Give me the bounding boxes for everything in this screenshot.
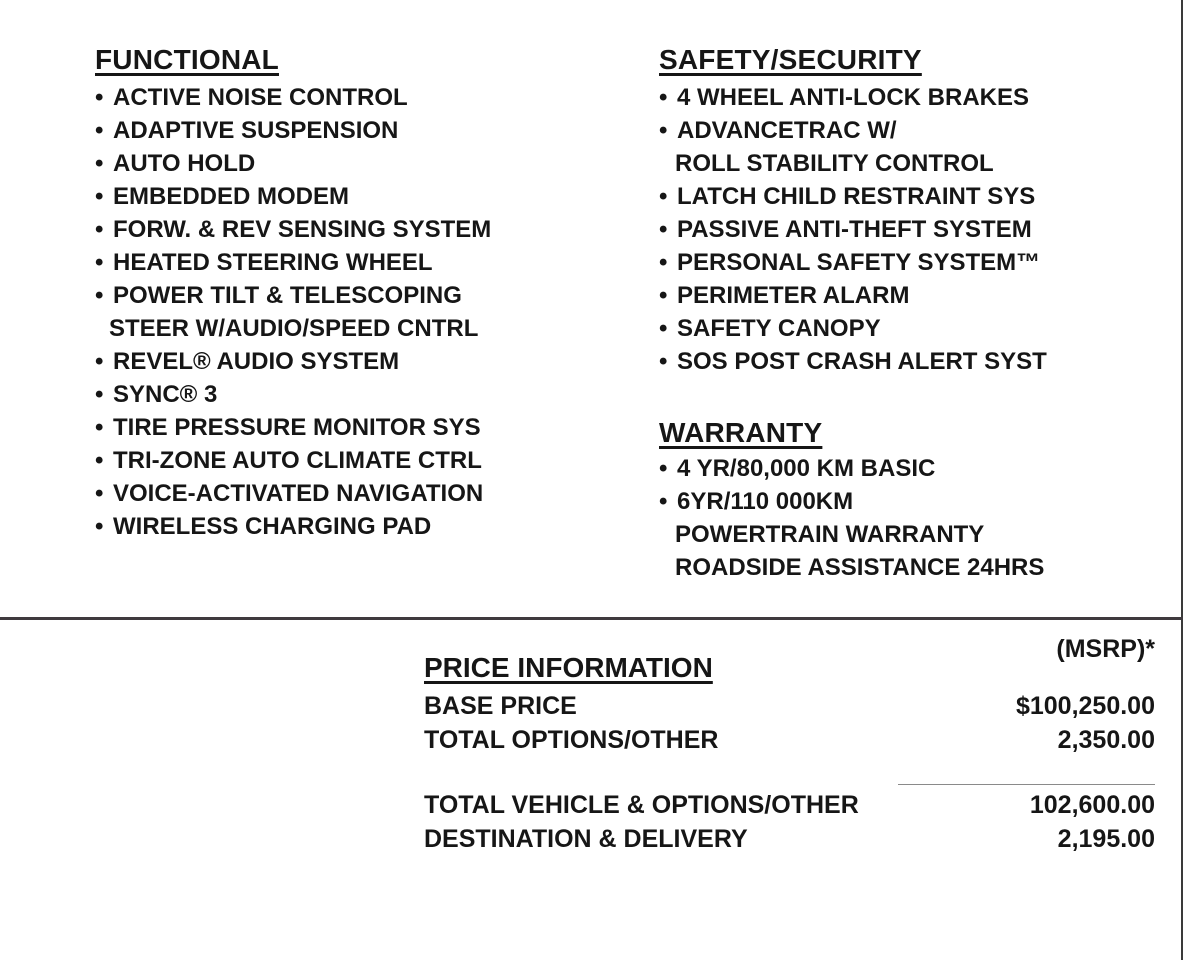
list-item — [95, 345, 491, 378]
list-item — [659, 81, 1047, 114]
item-text: PASSIVE ANTI-THEFT SYSTEM — [677, 216, 1032, 243]
list-item — [659, 246, 1047, 279]
list-item — [95, 114, 491, 147]
item-text-continuation: STEER W/AUDIO/SPEED CNTRL — [109, 315, 479, 342]
list-item — [659, 114, 1047, 180]
list-item — [659, 452, 1044, 485]
list-item — [95, 147, 491, 180]
list-item — [659, 485, 1044, 584]
item-text-continuation: POWERTRAIN WARRANTY — [675, 521, 985, 548]
list-item — [95, 213, 491, 246]
list-item — [659, 312, 1047, 345]
item-text: ADVANCETRAC W/ — [677, 117, 897, 144]
item-text: PERIMETER ALARM — [677, 282, 910, 309]
bullet-icon: • — [95, 183, 104, 210]
section-divider — [0, 617, 1183, 620]
warranty-list — [659, 452, 1044, 584]
bullet-icon: • — [95, 249, 104, 276]
total-options-row — [424, 724, 1155, 757]
item-text: SOS POST CRASH ALERT SYST — [677, 348, 1047, 375]
bullet-icon: • — [95, 513, 104, 540]
bullet-icon: • — [659, 216, 668, 243]
item-text: TRI-ZONE AUTO CLIMATE CTRL — [113, 447, 482, 474]
item-text: FORW. & REV SENSING SYSTEM — [113, 216, 492, 243]
safety-security-list — [659, 81, 1047, 378]
list-item — [95, 378, 491, 411]
item-text: WIRELESS CHARGING PAD — [113, 513, 432, 540]
bullet-icon: • — [95, 216, 104, 243]
bullet-icon: • — [659, 315, 668, 342]
list-item — [659, 213, 1047, 246]
total-options-value: 2,350.00 — [1057, 726, 1155, 754]
item-text: 4 WHEEL ANTI-LOCK BRAKES — [677, 84, 1030, 111]
total-vehicle-label: TOTAL VEHICLE & OPTIONS/OTHER — [424, 791, 859, 819]
bullet-icon: • — [659, 249, 668, 276]
list-item — [95, 246, 491, 279]
functional-heading: FUNCTIONAL — [95, 44, 279, 75]
bullet-icon: • — [95, 348, 104, 375]
bullet-icon: • — [95, 282, 104, 309]
bullet-icon: • — [659, 488, 668, 515]
item-text: AUTO HOLD — [113, 150, 256, 177]
base-price-value: $100,250.00 — [1015, 692, 1155, 720]
list-item — [659, 345, 1047, 378]
safety-security-heading: SAFETY/SECURITY — [659, 44, 922, 75]
list-item — [95, 279, 491, 345]
bullet-icon: • — [95, 150, 104, 177]
bullet-icon: • — [95, 84, 104, 111]
total-vehicle-value: 102,600.00 — [1029, 791, 1155, 819]
base-price-row — [424, 690, 1155, 723]
item-text: HEATED STEERING WHEEL — [113, 249, 433, 276]
total-vehicle-row — [424, 789, 1155, 822]
item-text: EMBEDDED MODEM — [113, 183, 350, 210]
item-text: ADAPTIVE SUSPENSION — [113, 117, 399, 144]
destination-delivery-row — [424, 823, 1155, 856]
item-text: ACTIVE NOISE CONTROL — [113, 84, 408, 111]
bullet-icon: • — [95, 447, 104, 474]
price-information-heading: PRICE INFORMATION — [424, 652, 713, 683]
list-item — [659, 279, 1047, 312]
bullet-icon: • — [659, 183, 668, 210]
bullet-icon: • — [95, 381, 104, 408]
item-text: PERSONAL SAFETY SYSTEM™ — [677, 249, 1041, 276]
destination-delivery-label: DESTINATION & DELIVERY — [424, 825, 748, 853]
subtotal-rule — [898, 784, 1155, 785]
warranty-heading: WARRANTY — [659, 417, 823, 448]
list-item — [95, 411, 491, 444]
bullet-icon: • — [95, 480, 104, 507]
item-text: REVEL® AUDIO SYSTEM — [113, 348, 400, 375]
bullet-icon: • — [95, 117, 104, 144]
bullet-icon: • — [659, 348, 668, 375]
item-text: 4 YR/80,000 KM BASIC — [677, 455, 936, 482]
item-text: VOICE-ACTIVATED NAVIGATION — [113, 480, 484, 507]
list-item — [659, 180, 1047, 213]
list-item — [95, 477, 491, 510]
total-options-label: TOTAL OPTIONS/OTHER — [424, 726, 719, 754]
list-item — [95, 180, 491, 213]
list-item — [95, 81, 491, 114]
destination-delivery-value: 2,195.00 — [1057, 825, 1155, 853]
bullet-icon: • — [659, 282, 668, 309]
item-text: SYNC® 3 — [113, 381, 218, 408]
item-text-continuation: ROADSIDE ASSISTANCE 24HRS — [675, 554, 1045, 581]
item-text: LATCH CHILD RESTRAINT SYS — [677, 183, 1036, 210]
item-text: 6YR/110 000KM — [677, 488, 854, 515]
list-item — [95, 510, 491, 543]
bullet-icon: • — [95, 414, 104, 441]
base-price-label: BASE PRICE — [424, 692, 577, 720]
item-text: SAFETY CANOPY — [677, 315, 881, 342]
item-text: POWER TILT & TELESCOPING — [113, 282, 462, 309]
functional-list — [95, 81, 491, 543]
bullet-icon: • — [659, 84, 668, 111]
page-border — [1181, 0, 1183, 960]
msrp-label: (MSRP)* — [1056, 635, 1155, 663]
list-item — [95, 444, 491, 477]
bullet-icon: • — [659, 455, 668, 482]
item-text: TIRE PRESSURE MONITOR SYS — [113, 414, 481, 441]
bullet-icon: • — [659, 117, 668, 144]
item-text-continuation: ROLL STABILITY CONTROL — [675, 150, 994, 177]
